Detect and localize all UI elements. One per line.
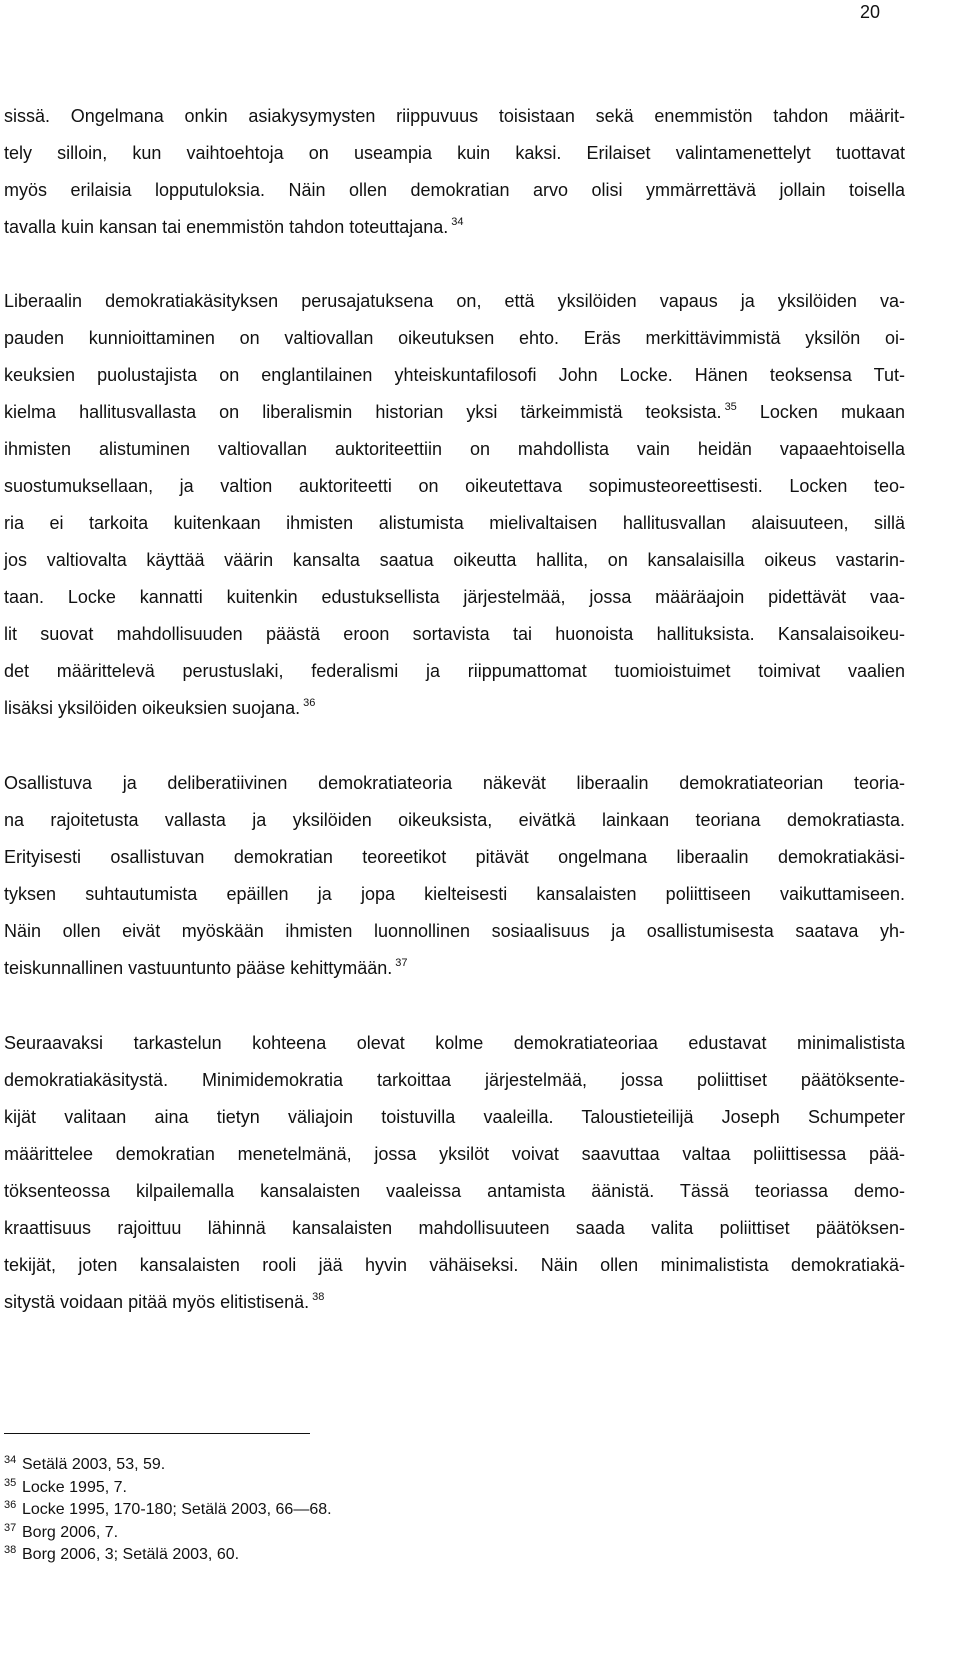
text-line: suostumuksellaan, ja valtion auktoriteetti on oikeutettava sopimusteoreettisesti. Locken teo- [4,476,905,496]
footnote-text: Borg 2006, 3; Setälä 2003, 60. [22,1546,240,1563]
text-line: kraattisuus rajoittuu lähinnä kansalaisten mahdollisuuteen saada valita poliittiset päätöksen- [4,1218,905,1238]
footnotes [4,1454,704,1567]
footnote-text: Locke 1995, 170-180; Setälä 2003, 66—68. [22,1501,332,1518]
text-line: tyksen suhtautumista epäillen ja jopa kielteisesti kansalaisten poliittiseen vaikuttamiseen. [4,884,905,904]
text-line-content: teiskunnallinen vastuuntunto pääse kehittymään. [4,958,393,978]
paragraph-3 [4,765,905,987]
text-line-content: lisäksi yksilöiden oikeuksien suojana. [4,698,301,718]
footnote-reference: 36 [303,697,316,709]
text-line: Näin ollen eivät myöskään ihmisten luonnollinen sosiaalisuus ja osallistumisesta saatava yh- [4,921,905,941]
text-line: ria ei tarkoita kuitenkaan ihmisten alistumista mielivaltaisen hallitusvallan alaisuuteen, sillä [4,513,905,533]
text-line: taan. Locke kannatti kuitenkin edustuksellista järjestelmää, jossa määräajoin pidettävät vaa- [4,587,905,607]
text-line-content: sitystä voidaan pitää myös elitistisenä. [4,1292,310,1312]
text-line: myös erilaisia lopputuloksia. Näin ollen demokratian arvo olisi ymmärrettävä jollain toisella [4,180,905,200]
text-line: demokratiakäsitystä. Minimidemokratia tarkoittaa järjestelmää, jossa poliittiset päätöksente- [4,1070,905,1090]
text-line [4,690,905,727]
paragraph-2 [4,283,905,727]
footnote-divider [4,1433,310,1434]
text-line: tekijät, joten kansalaisten rooli jää hyvin vähäiseksi. Näin ollen minimalistista demokratiakä- [4,1255,905,1275]
text-line [4,394,905,431]
paragraph-1 [4,98,905,246]
footnote-text: Setälä 2003, 53, 59. [22,1456,166,1473]
text-line [4,1284,905,1321]
text-line-content: kielma hallitusvallasta on liberalismin historian yksi tärkeimmistä teoksista. [4,402,722,422]
text-line: Liberaalin demokratiakäsityksen perusajatuksena on, että yksilöiden vapaus ja yksilöiden va- [4,291,905,311]
footnote-reference: 34 [451,216,464,228]
text-line-content: Locken mukaan [736,402,905,422]
text-line: töksenteossa kilpailemalla kansalaisten vaaleissa antamista äänistä. Tässä teoriassa demo- [4,1181,905,1201]
text-line: tely silloin, kun vaihtoehtoja on useampia kuin kaksi. Erilaiset valintamenettelyt tuottavat [4,143,905,163]
footnote: 34 Setälä 2003, 53, 59. [4,1454,166,1473]
footnote-reference: 35 [724,401,737,413]
text-line: keuksien puolustajista on englantilainen yhteiskuntafilosofi John Locke. Hänen teoksensa Tut- [4,365,905,385]
text-line: Seuraavaksi tarkastelun kohteena olevat kolme demokratiateoriaa edustavat minimalistista [4,1033,905,1053]
footnote-reference: 38 [312,1291,325,1303]
text-line: ihmisten alistuminen valtiovallan auktoriteettiin on mahdollista vain heidän vapaaehtoisella [4,439,905,459]
text-line: lit suovat mahdollisuuden päästä eroon sortavista tai huonoista hallituksista. Kansalaisoikeu- [4,624,905,644]
footnote: 38 Borg 2006, 3; Setälä 2003, 60. [4,1544,240,1563]
footnote-reference: 37 [395,957,408,969]
text-line: na rajoitetusta vallasta ja yksilöiden oikeuksista, eivätkä lainkaan teoriana demokratiasta. [4,810,905,830]
footnote: 35 Locke 1995, 7. [4,1476,127,1496]
footnote-text: Locke 1995, 7. [22,1478,127,1496]
text-line: Erityisesti osallistuvan demokratian teoreetikot pitävät ongelmana liberaalin demokratiakäsi- [4,847,905,867]
text-line: det määrittelevä perustuslaki, federalismi ja riippumattomat tuomioistuimet toimivat vaalien [4,661,905,681]
footnote: 37 Borg 2006, 7. [4,1521,119,1541]
text-line [4,209,905,246]
paragraph-4 [4,1025,905,1321]
text-line: sissä. Ongelmana onkin asiakysymysten riippuvuus toisistaan sekä enemmistön tahdon määrit- [4,106,905,126]
text-line: Osallistuva ja deliberatiivinen demokratiateoria näkevät liberaalin demokratiateorian teoria- [4,773,905,793]
text-line: määrittelee demokratian menetelmänä, jossa yksilöt voivat saavuttaa valtaa poliittisessa pää- [4,1144,905,1164]
text-line: jos valtiovalta käyttää väärin kansalta saatua oikeutta hallita, on kansalaisilla oikeus vastarin- [4,550,905,570]
text-line [4,950,905,987]
page-number: 20 [859,2,880,22]
footnote-text: Borg 2006, 7. [22,1523,119,1541]
footnote: 36 Locke 1995, 170-180; Setälä 2003, 66—68. [4,1499,332,1518]
text-line: pauden kunnioittaminen on valtiovallan oikeutuksen ehto. Eräs merkittävimmistä yksilön oi- [4,328,905,348]
text-line-content: tavalla kuin kansan tai enemmistön tahdon toteuttajana. [4,217,449,237]
text-line: kijät valitaan aina tietyn väliajoin toistuvilla vaaleilla. Taloustieteilijä Joseph Schumpeter [4,1107,905,1127]
